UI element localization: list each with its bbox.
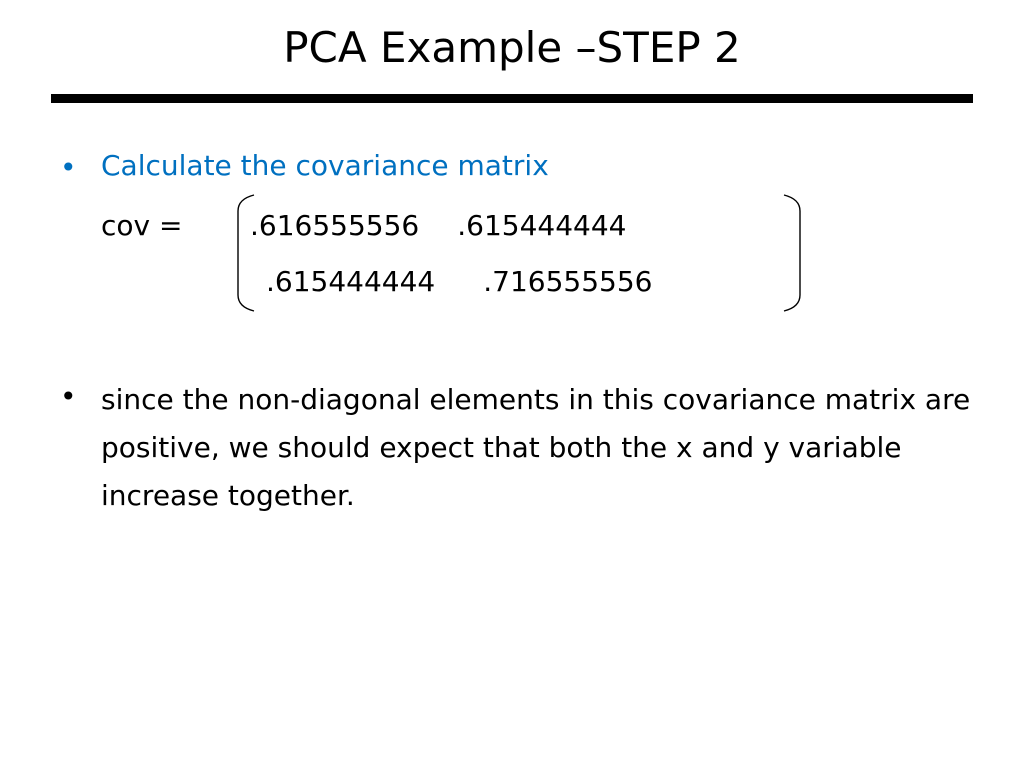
title-divider bbox=[51, 94, 973, 103]
bullet-marker: • bbox=[60, 380, 77, 413]
matrix-cell-r2c2: .716555556 bbox=[483, 265, 653, 298]
cov-label: cov = bbox=[101, 209, 183, 242]
slide-title: PCA Example –STEP 2 bbox=[283, 23, 741, 72]
matrix-cell-r2c1: .615444444 bbox=[266, 265, 436, 298]
matrix-row-2 bbox=[266, 264, 652, 300]
bullet-marker: • bbox=[60, 151, 77, 184]
right-bracket bbox=[784, 195, 800, 311]
matrix-cell-r1c1: .616555556 bbox=[250, 209, 420, 242]
matrix-cell-r1c2: .615444444 bbox=[457, 209, 627, 242]
matrix-row-1 bbox=[250, 208, 626, 244]
bullet-text-calculate: Calculate the covariance matrix bbox=[101, 149, 549, 182]
bullet-text-interpretation: since the non-diagonal elements in this covariance matrix are positive, we should expect that both the x and y variable increase together. bbox=[101, 383, 971, 512]
